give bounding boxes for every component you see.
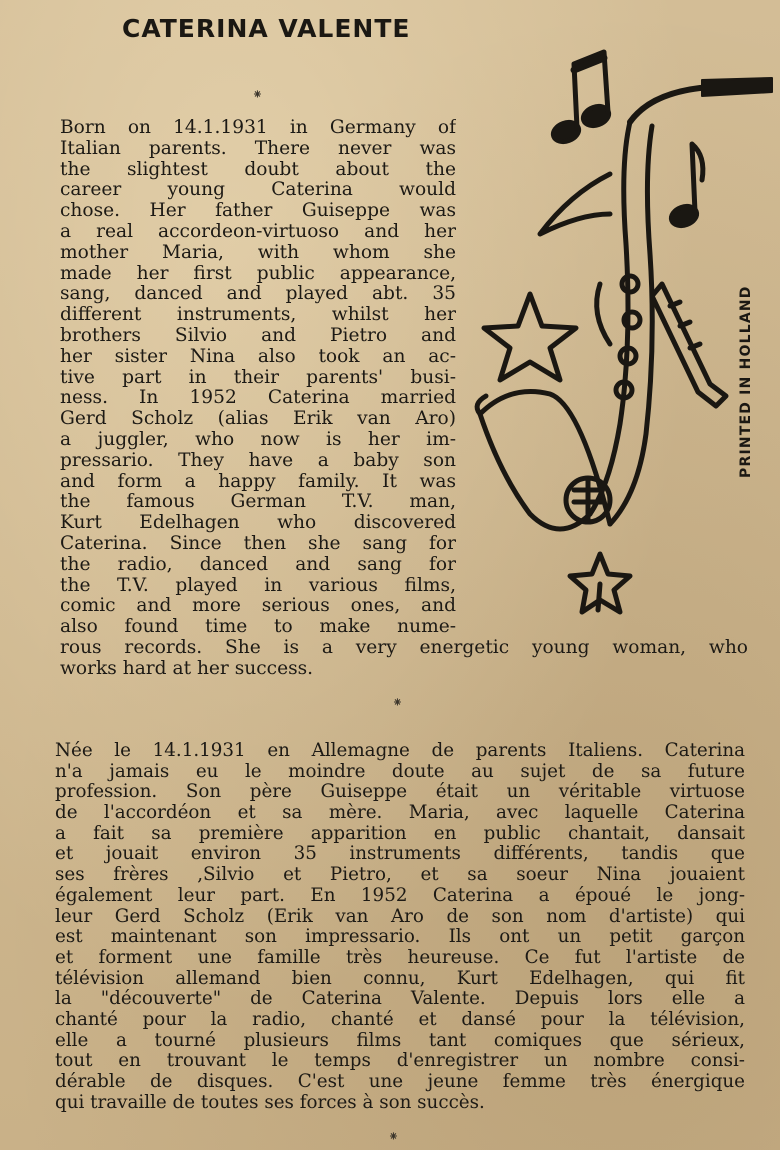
english-line: chose. Her father Guiseppe was [60,201,456,222]
english-line: sang, danced and played abt. 35 [60,284,456,305]
english-line: a real accordeon-virtuoso and her [60,221,456,242]
french-line: également leur part. En 1952 Caterina a époué le jong- [55,885,745,906]
english-line: works hard at her success. [60,658,314,679]
english-line: her sister Nina also took an ac- [60,346,456,367]
french-line: et forment une famille très heureuse. Ce fut l'artiste de [55,947,745,968]
english-line: career young Caterina would [60,180,456,201]
english-line: a juggler, who now is her im- [60,429,456,450]
english-line: the famous German T.V. man, [60,492,456,513]
card-title: CATERINA VALENTE [122,14,411,43]
english-line: and form a happy family. It was [60,471,456,492]
music-illustration [470,44,780,624]
french-line: chanté pour la radio, chanté et dansé pour la télévision, [55,1009,745,1030]
english-line: Caterina. Since then she sang for [60,533,456,554]
french-line: a fait sa première apparition en public chantait, dansait [55,823,745,844]
english-line: Italian parents. There never was [60,138,456,159]
english-line: tive part in their parents' busi- [60,367,456,388]
english-line: different instruments, whilst her [60,305,456,326]
french-line: est maintenant son impressario. Ils ont un petit garçon [55,927,745,948]
english-line: ness. In 1952 Caterina married [60,388,456,409]
english-line: brothers Silvio and Pietro and [60,325,456,346]
saxophone-icon [477,78,772,529]
separator-middle: ⁕ [392,696,403,711]
french-line: de l'accordéon et sa mère. Maria, avec laquelle Caterina [55,803,745,824]
separator-bottom: ⁕ [388,1130,399,1145]
printed-in-holland-label: PRINTED IN HOLLAND [738,285,754,478]
music-note-icon [551,52,612,145]
english-line: mother Maria, with whom she [60,242,456,263]
english-line: pressario. They have a baby son [60,450,456,471]
english-line: Born on 14.1.1931 in Germany of [60,118,456,138]
english-line: Kurt Edelhagen who discovered [60,513,456,534]
separator-top: ⁕ [252,88,263,103]
star-icon [484,294,576,380]
french-line: qui travaille de toutes ses forces à son succès. [55,1092,485,1113]
english-line: comic and more serious ones, and [60,596,456,617]
french-line: elle a tourné plusieurs films tant comiques que sérieux, [55,1030,745,1051]
english-line: made her first public appearance, [60,263,456,284]
english-line: also found time to make nume- [60,617,456,638]
french-line: et jouait environ 35 instruments différents, tandis que [55,844,745,865]
french-biography [55,741,747,1113]
music-note-icon [669,144,703,229]
english-line: rous records. She is a very energetic young woman, who [60,637,748,658]
french-line: ses frères ,Silvio et Pietro, et sa soeur Nina jouaient [55,865,745,886]
english-line: Gerd Scholz (alias Erik van Aro) [60,409,456,430]
french-line: télévision allemand bien connu, Kurt Edelhagen, qui fit [55,968,745,989]
french-line: la "découverte" de Caterina Valente. Depuis lors elle a [55,989,745,1010]
french-line: n'a jamais eu le moindre doute au sujet de sa future [55,761,745,782]
french-line: tout en trouvant le temps d'enregistrer un nombre consi- [55,1051,745,1072]
french-line: leur Gerd Scholz (Erik van Aro de son nom d'artiste) qui [55,906,745,927]
french-line: dérable de disques. C'est une jeune femme très énergique [55,1072,745,1092]
english-line: the radio, danced and sang for [60,554,456,575]
english-line: the T.V. played in various films, [60,575,456,596]
english-line: the slightest doubt about the [60,159,456,180]
french-line: profession. Son père Guiseppe était un véritable virtuose [55,782,745,803]
clarinet-icon [652,284,726,406]
french-line: Née le 14.1.1931 en Allemagne de parents Italiens. Caterina [55,741,745,761]
